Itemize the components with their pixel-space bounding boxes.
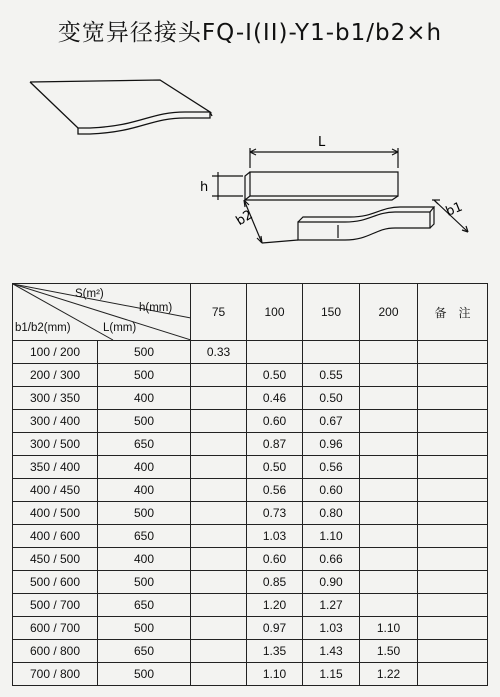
length-cell: 650 xyxy=(98,640,191,663)
diagram-area xyxy=(0,0,500,270)
length-cell: 650 xyxy=(98,433,191,456)
length-cell: 400 xyxy=(98,387,191,410)
length-cell: 650 xyxy=(98,594,191,617)
length-cell: 500 xyxy=(98,663,191,686)
s-75-cell xyxy=(191,663,247,686)
s-150-cell: 0.67 xyxy=(303,410,360,433)
s-100-cell: 0.46 xyxy=(247,387,303,410)
header-l-label: L(mm) xyxy=(103,322,137,334)
s-200-cell: 1.22 xyxy=(360,663,418,686)
s-75-cell xyxy=(191,571,247,594)
s-100-cell: 0.85 xyxy=(247,571,303,594)
s-75-cell xyxy=(191,479,247,502)
s-200-cell xyxy=(360,548,418,571)
s-75-cell xyxy=(191,548,247,571)
s-150-cell xyxy=(303,341,360,364)
s-150-cell: 0.90 xyxy=(303,571,360,594)
table-row xyxy=(13,387,488,410)
b1-b2-cell: 300 / 350 xyxy=(13,387,98,410)
s-100-cell: 1.10 xyxy=(247,663,303,686)
s-75-cell xyxy=(191,502,247,525)
table-row xyxy=(13,479,488,502)
header-note: 备 注 xyxy=(418,284,488,341)
table-row xyxy=(13,341,488,364)
table-row xyxy=(13,433,488,456)
s-75-cell xyxy=(191,525,247,548)
s-150-cell: 1.15 xyxy=(303,663,360,686)
b1-b2-cell: 600 / 800 xyxy=(13,640,98,663)
s-150-cell: 1.43 xyxy=(303,640,360,663)
note-cell xyxy=(418,663,488,686)
table-row xyxy=(13,663,488,686)
s-100-cell: 0.73 xyxy=(247,502,303,525)
s-150-cell: 0.60 xyxy=(303,479,360,502)
b1-b2-cell: 400 / 500 xyxy=(13,502,98,525)
s-75-cell xyxy=(191,617,247,640)
s-200-cell xyxy=(360,571,418,594)
b1-b2-cell: 600 / 700 xyxy=(13,617,98,640)
length-cell: 500 xyxy=(98,410,191,433)
note-cell xyxy=(418,456,488,479)
s-100-cell: 1.35 xyxy=(247,640,303,663)
s-150-cell: 1.03 xyxy=(303,617,360,640)
s-75-cell xyxy=(191,364,247,387)
b1-b2-cell: 700 / 800 xyxy=(13,663,98,686)
table-row xyxy=(13,548,488,571)
length-cell: 400 xyxy=(98,479,191,502)
s-200-cell xyxy=(360,410,418,433)
note-cell xyxy=(418,617,488,640)
s-75-cell xyxy=(191,594,247,617)
table-row xyxy=(13,456,488,479)
note-cell xyxy=(418,571,488,594)
header-col-150: 150 xyxy=(303,284,360,341)
table-row xyxy=(13,502,488,525)
table-body xyxy=(13,341,488,686)
note-cell xyxy=(418,594,488,617)
s-200-cell xyxy=(360,479,418,502)
diagonal-header-cell xyxy=(13,284,191,341)
length-cell: 500 xyxy=(98,341,191,364)
spec-table xyxy=(12,283,488,686)
s-200-cell xyxy=(360,341,418,364)
note-cell xyxy=(418,548,488,571)
dim-h-label: h xyxy=(200,180,209,195)
s-150-cell: 1.10 xyxy=(303,525,360,548)
table-row xyxy=(13,594,488,617)
b1-b2-cell: 300 / 500 xyxy=(13,433,98,456)
length-cell: 400 xyxy=(98,548,191,571)
s-200-cell xyxy=(360,525,418,548)
s-100-cell: 1.20 xyxy=(247,594,303,617)
b1-b2-cell: 400 / 600 xyxy=(13,525,98,548)
length-cell: 500 xyxy=(98,364,191,387)
note-cell xyxy=(418,479,488,502)
s-150-cell: 0.66 xyxy=(303,548,360,571)
header-s-label: S(m²) xyxy=(75,288,104,300)
s-75-cell xyxy=(191,387,247,410)
s-150-cell: 0.50 xyxy=(303,387,360,410)
s-150-cell: 0.56 xyxy=(303,456,360,479)
table-row xyxy=(13,525,488,548)
s-100-cell: 0.97 xyxy=(247,617,303,640)
length-cell: 500 xyxy=(98,617,191,640)
table-row xyxy=(13,617,488,640)
note-cell xyxy=(418,341,488,364)
s-200-cell: 1.10 xyxy=(360,617,418,640)
s-200-cell xyxy=(360,387,418,410)
s-200-cell xyxy=(360,433,418,456)
b1-b2-cell: 100 / 200 xyxy=(13,341,98,364)
b1-b2-cell: 350 / 400 xyxy=(13,456,98,479)
s-200-cell xyxy=(360,502,418,525)
s-150-cell: 0.55 xyxy=(303,364,360,387)
s-100-cell: 0.87 xyxy=(247,433,303,456)
b1-b2-cell: 300 / 400 xyxy=(13,410,98,433)
s-200-cell xyxy=(360,456,418,479)
note-cell xyxy=(418,364,488,387)
s-100-cell xyxy=(247,341,303,364)
s-75-cell xyxy=(191,640,247,663)
s-100-cell: 1.03 xyxy=(247,525,303,548)
note-cell xyxy=(418,433,488,456)
table-row xyxy=(13,410,488,433)
length-cell: 650 xyxy=(98,525,191,548)
s-75-cell: 0.33 xyxy=(191,341,247,364)
note-cell xyxy=(418,387,488,410)
length-cell: 500 xyxy=(98,571,191,594)
b1-b2-cell: 400 / 450 xyxy=(13,479,98,502)
table-row xyxy=(13,571,488,594)
note-cell xyxy=(418,502,488,525)
s-100-cell: 0.56 xyxy=(247,479,303,502)
dim-b1-label: b1 xyxy=(443,199,465,220)
s-150-cell: 0.96 xyxy=(303,433,360,456)
s-100-cell: 0.50 xyxy=(247,364,303,387)
header-col-75: 75 xyxy=(191,284,247,341)
s-200-cell xyxy=(360,594,418,617)
s-100-cell: 0.50 xyxy=(247,456,303,479)
dim-L-label: L xyxy=(318,135,326,150)
dim-b2-label: b2 xyxy=(233,207,256,230)
header-col-200: 200 xyxy=(360,284,418,341)
s-75-cell xyxy=(191,433,247,456)
b1-b2-cell: 500 / 600 xyxy=(13,571,98,594)
b1-b2-cell: 200 / 300 xyxy=(13,364,98,387)
table-row xyxy=(13,640,488,663)
table-header-row xyxy=(13,284,488,341)
dimension-drawing xyxy=(0,0,500,270)
s-150-cell: 0.80 xyxy=(303,502,360,525)
s-75-cell xyxy=(191,410,247,433)
header-col-100: 100 xyxy=(247,284,303,341)
header-h-label: h(mm) xyxy=(139,302,173,314)
s-75-cell xyxy=(191,456,247,479)
s-100-cell: 0.60 xyxy=(247,548,303,571)
b1-b2-cell: 450 / 500 xyxy=(13,548,98,571)
length-cell: 400 xyxy=(98,456,191,479)
s-200-cell xyxy=(360,364,418,387)
b1-b2-cell: 500 / 700 xyxy=(13,594,98,617)
length-cell: 500 xyxy=(98,502,191,525)
s-100-cell: 0.60 xyxy=(247,410,303,433)
note-cell xyxy=(418,410,488,433)
table-row xyxy=(13,364,488,387)
page-title: 变宽异径接头FQ-I(II)-Y1-b1/b2×h xyxy=(57,20,443,46)
header-b-label: b1/b2(mm) xyxy=(15,322,71,334)
s-200-cell: 1.50 xyxy=(360,640,418,663)
note-cell xyxy=(418,525,488,548)
note-cell xyxy=(418,640,488,663)
s-150-cell: 1.27 xyxy=(303,594,360,617)
